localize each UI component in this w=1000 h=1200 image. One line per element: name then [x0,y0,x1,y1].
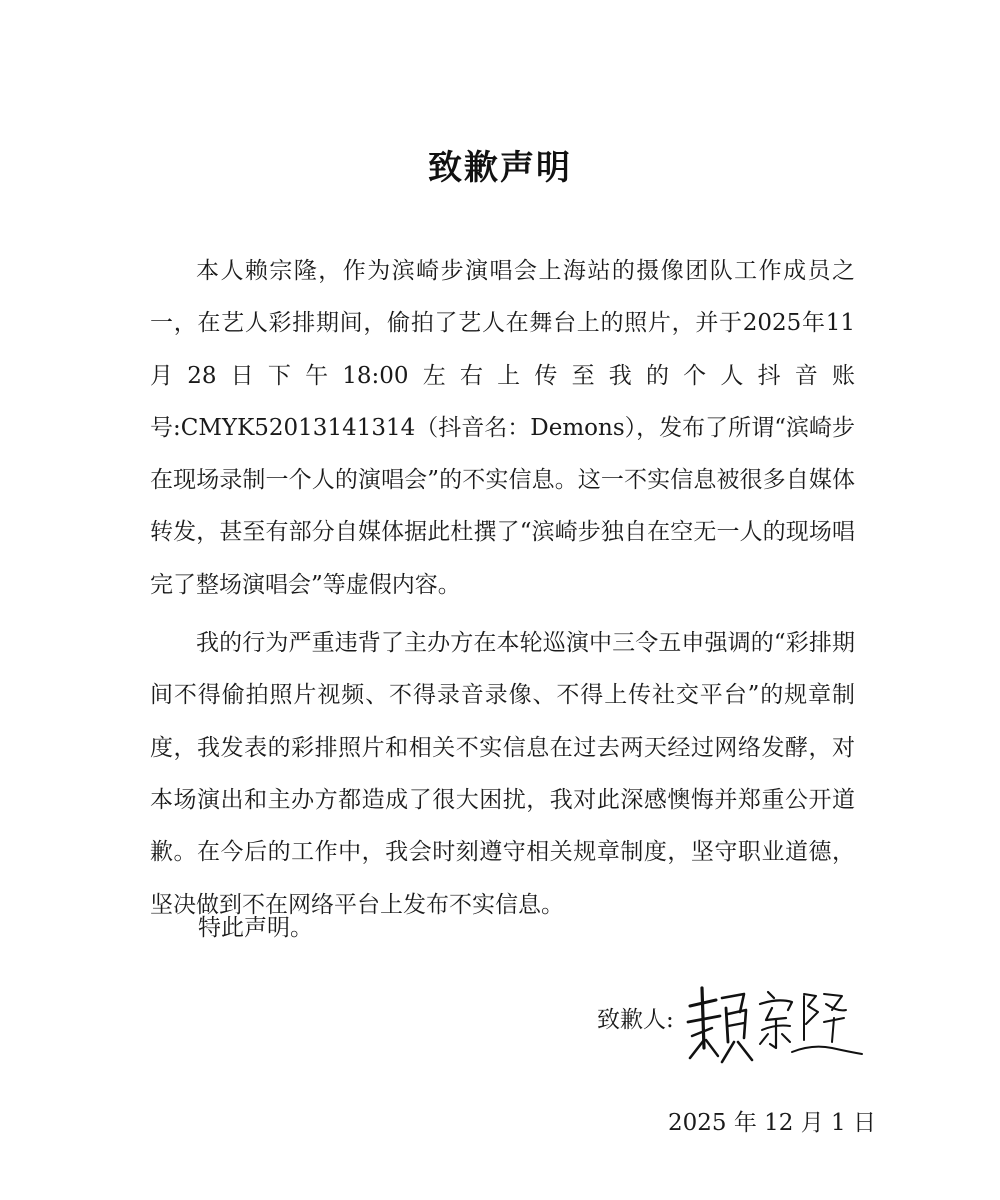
statement-date: 2025 年 12 月 1 日 [668,1110,876,1136]
signer-label: 致歉人: [597,1007,674,1033]
paragraph-1: 本人赖宗隆，作为滨崎步演唱会上海站的摄像团队工作成员之一，在艺人彩排期间，偷拍了艺人在舞台上的照片，并于2025年11月28日下午18:00左右上传至我的个人抖音账号:CMYK52013141314（抖音名：Demons），发布了所谓“滨崎步在现场录制一个人的演唱会”的不实信息。这一不实信息被很多自媒体转发，甚至有部分自媒体据此杜撰了“滨崎步独自在空无一人的现场唱完了整场演唱会”等虚假内容。 [150,258,855,598]
document-title: 致歉声明 [428,148,572,188]
handwritten-signature [682,978,864,1070]
statement-body [150,245,855,937]
paragraph-2: 我的行为严重违背了主办方在本轮巡演中三令五申强调的“彩排期间不得偷拍照片视频、不得录音录像、不得上传社交平台”的规章制度，我发表的彩排照片和相关不实信息在过去两天经过网络发酵，对本场演出和主办方都造成了很大困扰，我对此深感懊悔并郑重公开道歉。在今后的工作中，我会时刻遵守相关规章制度，坚守职业道德，坚决做到不在网络平台上发布不实信息。 [150,630,855,918]
closing-line: 特此声明。 [198,915,313,941]
